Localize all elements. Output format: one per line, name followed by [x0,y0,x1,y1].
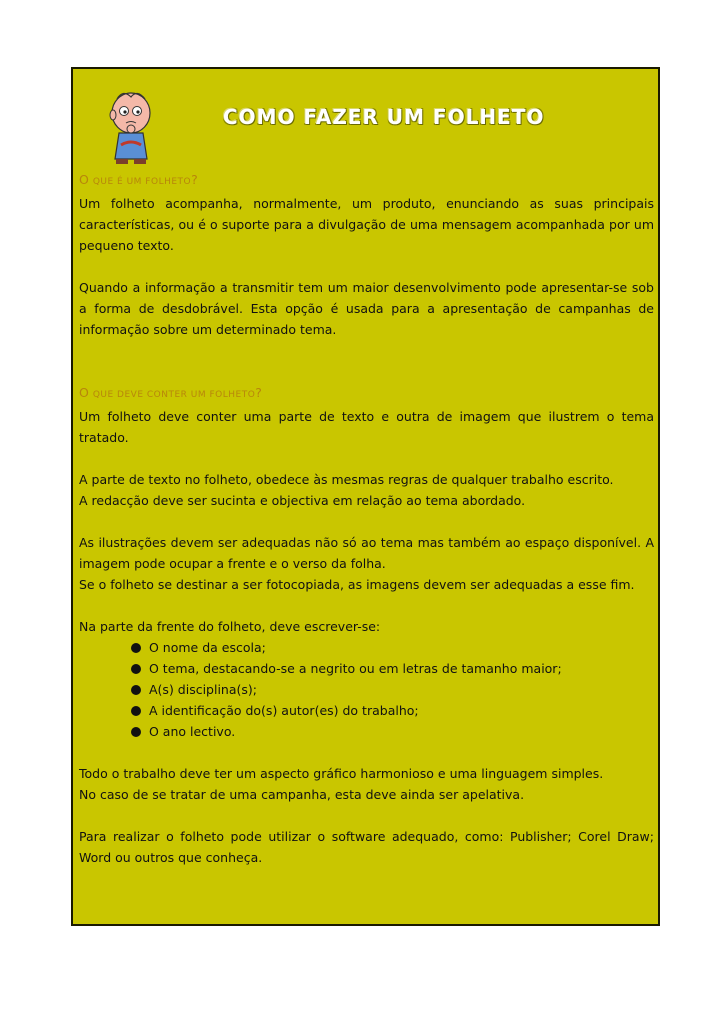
paragraph: Para realizar o folheto pode utilizar o software adequado, como: Publisher; Corel Draw; Word ou outros que conheça. [79,829,654,865]
document-body [79,169,654,868]
front-page-list [79,637,654,742]
page-title: COMO FAZER UM FOLHETO [223,105,545,129]
paragraph: Um folheto deve conter uma parte de texto e outra de imagem que ilustrem o tema tratado. [79,409,654,445]
paragraph: A parte de texto no folheto, obedece às mesmas regras de qualquer trabalho escrito. [79,472,614,487]
paragraph: As ilustrações devem ser adequadas não só ao tema mas também ao espaço disponível. A imagem pode ocupar a frente e o verso da folha. [79,535,654,571]
thinking-child-illustration [101,87,157,165]
paragraph: Quando a informação a transmitir tem um maior desenvolvimento pode apresentar-se sob a forma de desdobrável. Esta opção é usada para a apresentação de campanhas de informação sobre um determinado tema. [79,280,654,337]
paragraph: No caso de se tratar de uma campanha, esta deve ainda ser apelativa. [79,787,525,802]
list-item: O ano lectivo. [131,721,654,742]
list-item: A(s) disciplina(s); [131,679,654,700]
list-item: O tema, destacando-se a negrito ou em letras de tamanho maior; [131,658,654,679]
document-panel [71,67,660,926]
paragraph: Todo o trabalho deve ter um aspecto gráfico harmonioso e uma linguagem simples. [79,766,604,781]
list-item: A identificação do(s) autor(es) do trabalho; [131,700,654,721]
paragraph: Se o folheto se destinar a ser fotocopiada, as imagens devem ser adequadas a esse fim. [79,577,635,592]
paragraph: A redacção deve ser sucinta e objectiva em relação ao tema abordado. [79,493,526,508]
list-intro: Na parte da frente do folheto, deve escrever-se: [79,619,381,634]
section-heading-what-is: O QUE É UM FOLHETO? [79,172,198,187]
section-heading-contents: O QUE DEVE CONTER UM FOLHETO? [79,385,262,400]
paragraph: Um folheto acompanha, normalmente, um produto, enunciando as suas principais características, ou é o suporte para a divulgação de uma mensagem acompanhada por um pequeno texto. [79,196,654,253]
list-item: O nome da escola; [131,637,654,658]
